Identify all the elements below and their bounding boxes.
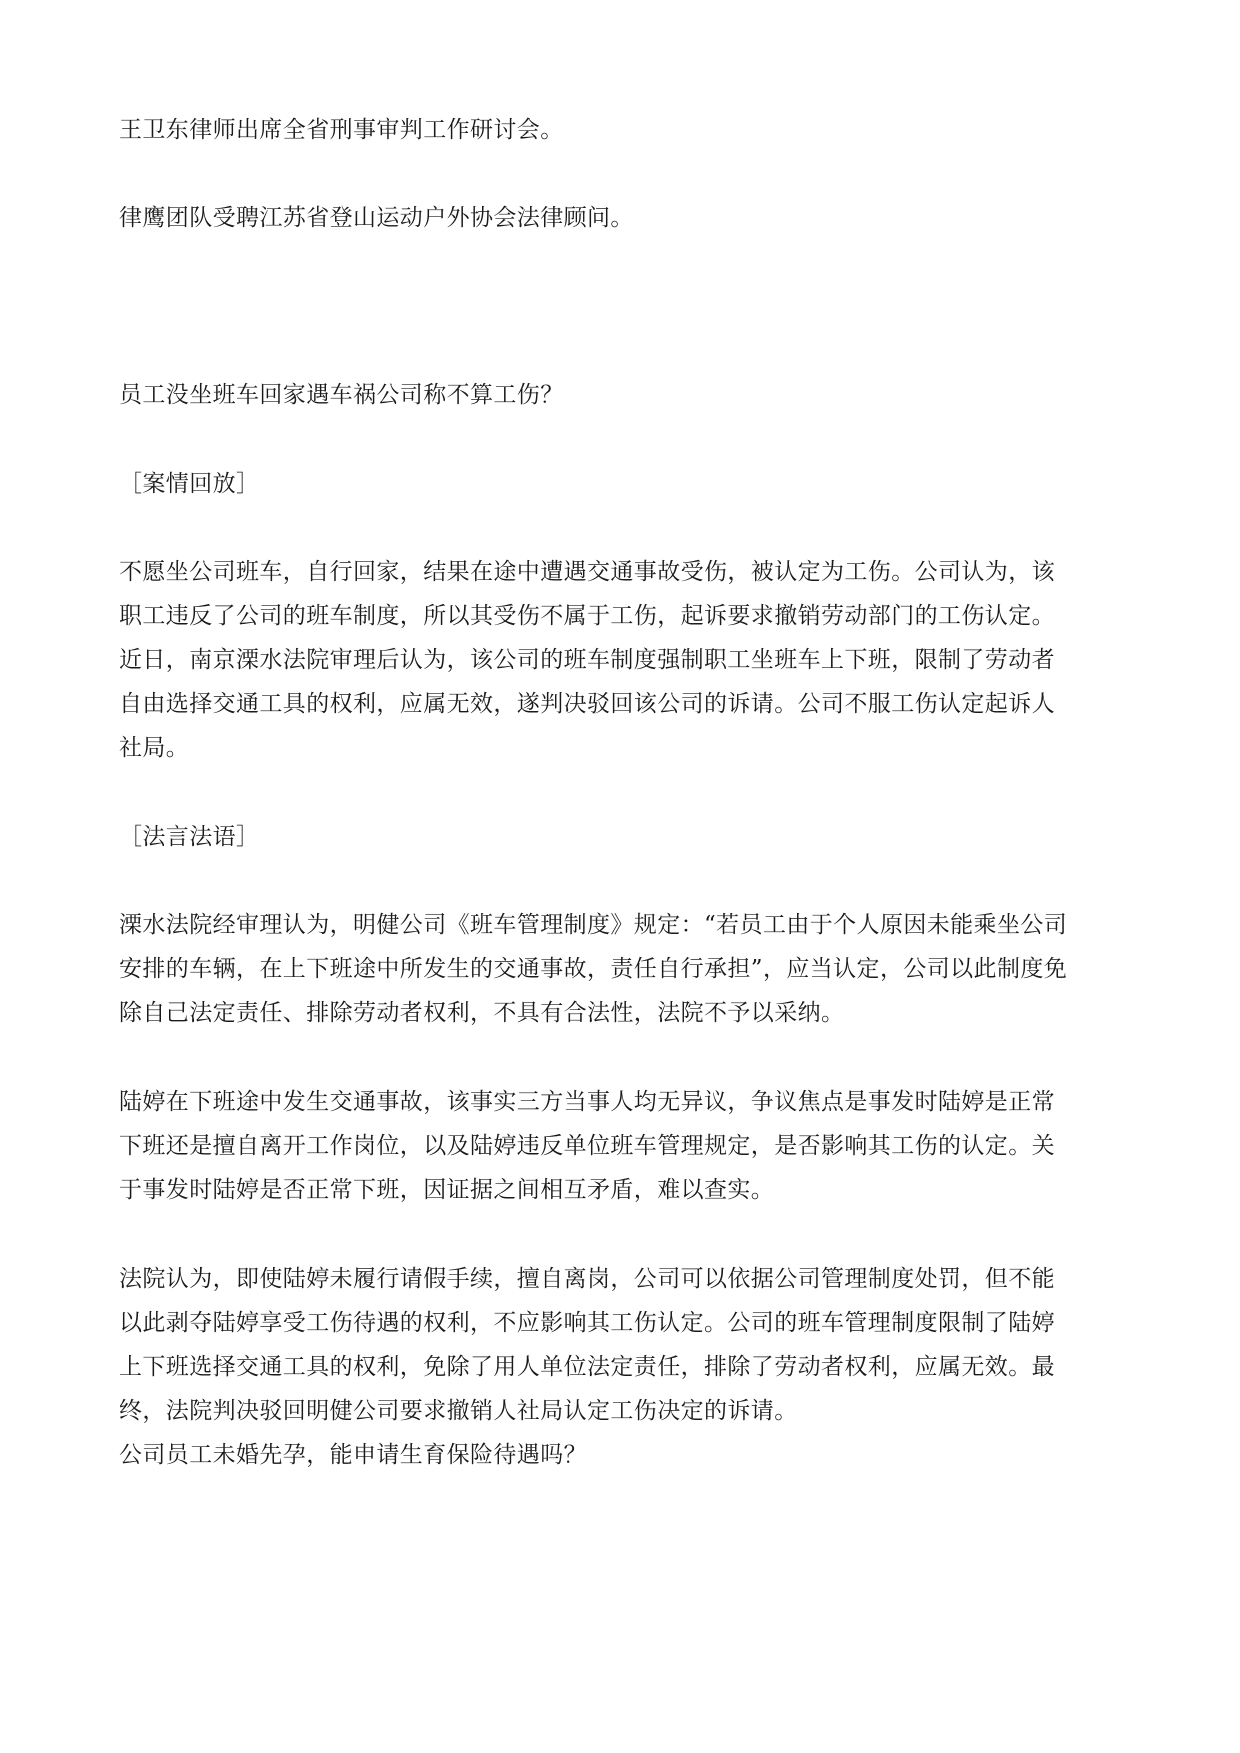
news-item-2: 律鹰团队受聘江苏省登山运动户外协会法律顾问。 [119, 205, 634, 231]
paragraph-line: 陆婷在下班途中发生交通事故，该事实三方当事人均无异议，争议焦点是事发时陆婷是正常 [119, 1089, 1055, 1115]
paragraph-line: 近日，南京溧水法院审理后认为，该公司的班车制度强制职工坐班车上下班，限制了劳动者 [119, 647, 1055, 673]
paragraph-line: 除自己法定责任、排除劳动者权利，不具有合法性，法院不予以采纳。 [119, 1000, 845, 1026]
paragraph-line: 以此剥夺陆婷享受工伤待遇的权利，不应影响其工伤认定。公司的班车管理制度限制了陆婷 [119, 1310, 1055, 1336]
case-review-heading: ［案情回放］ [119, 471, 260, 497]
law-paragraph-2 [119, 1080, 1124, 1212]
paragraph-line: 职工违反了公司的班车制度，所以其受伤不属于工伤，起诉要求撤销劳动部门的工伤认定。 [119, 603, 1055, 629]
law-paragraph-1 [119, 903, 1124, 1035]
paragraph-line: 不愿坐公司班车，自行回家，结果在途中遭遇交通事故受伤，被认定为工伤。公司认为，该 [119, 559, 1055, 585]
paragraph-line: 法院认为，即使陆婷未履行请假手续，擅自离岗，公司可以依据公司管理制度处罚，但不能 [119, 1266, 1055, 1292]
paragraph-line: 社局。 [119, 735, 190, 761]
paragraph-line: 下班还是擅自离开工作岗位，以及陆婷违反单位班车管理规定，是否影响其工伤的认定。关 [119, 1133, 1055, 1159]
article-title: 员工没坐班车回家遇车祸公司称不算工伤？ [119, 382, 564, 408]
paragraph-line: 上下班选择交通工具的权利，免除了用人单位法定责任，排除了劳动者权利，应属无效。最 [119, 1354, 1055, 1380]
paragraph-line: 自由选择交通工具的权利，应属无效，遂判决驳回该公司的诉请。公司不服工伤认定起诉人 [119, 691, 1055, 717]
paragraph-line: 终，法院判决驳回明健公司要求撤销人社局认定工伤决定的诉请。 [119, 1398, 798, 1424]
paragraph-line: 于事发时陆婷是否正常下班，因证据之间相互矛盾，难以查实。 [119, 1177, 775, 1203]
law-commentary-heading: ［法言法语］ [119, 824, 260, 850]
case-review-paragraph [119, 550, 1124, 770]
paragraph-line: 安排的车辆，在上下班途中所发生的交通事故，责任自行承担”，应当认定，公司以此制度免 [119, 956, 1068, 982]
news-item-1: 王卫东律师出席全省刑事审判工作研讨会。 [119, 117, 564, 143]
next-question-title: 公司员工未婚先孕，能申请生育保险待遇吗？ [119, 1442, 587, 1468]
law-paragraph-3 [119, 1257, 1124, 1433]
paragraph-line: 溧水法院经审理认为，明健公司《班车管理制度》规定：“若员工由于个人原因未能乘坐公司 [119, 912, 1068, 938]
